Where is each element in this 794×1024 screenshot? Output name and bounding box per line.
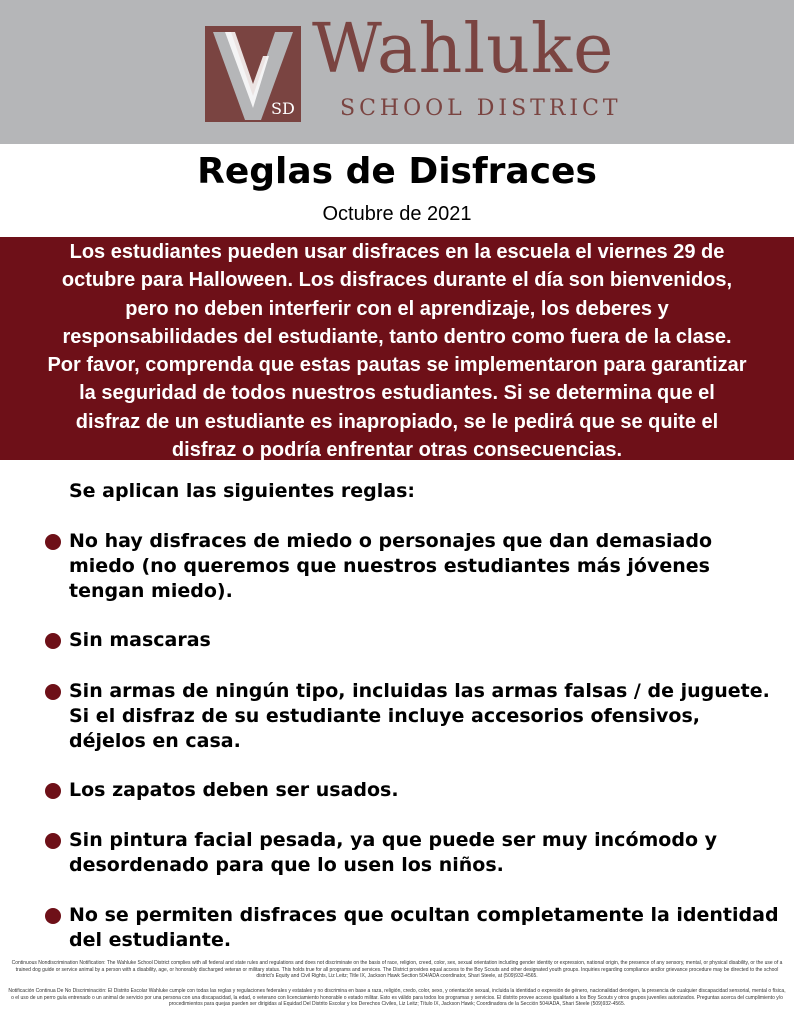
rule-text: Los zapatos deben ser usados. <box>69 779 399 801</box>
banner-line: responsabilidades del estudiante, tanto dentro como fuera de la clase. <box>62 325 732 348</box>
banner-line: octubre para Halloween. Los disfraces durante el día son bienvenidos, <box>61 269 733 292</box>
rule-item <box>45 628 780 653</box>
rule-text: No hay disfraces de miedo o personajes que dan demasiado miedo (no queremos que nuestros estudiantes más jóvenes tengan miedo). <box>69 530 713 602</box>
rule-item <box>45 828 780 878</box>
banner-line: la seguridad de todos nuestros estudiantes. Si se determina que el <box>79 382 715 405</box>
page-subtitle: Octubre de 2021 <box>322 203 472 225</box>
banner-line: pero no deben interferir con el aprendizaje, los deberes y <box>125 297 669 320</box>
banner-line: Los estudiantes pueden usar disfraces en la escuela el viernes 29 de <box>69 241 725 263</box>
footer-notice-spanish: Notificación Continua De No Discriminación: El Distrito Escolar Wahluke cumple con todas las reglas y regulaciones federales y estatales y no discrimina en base a raza, religión, credo, color, sexo, y orientación sexual, incluida la identidad o expresión de género, nacionalidad deorigen, la presencia de cualquier discapacidad sensorial, mental o física, o el uso de un perro guía entrenado o un animal de servicio por una persona con una discapacidad, la edad, o veterano con licenciamiento honorable o estado militar. Esto es válido para todos los programas y servicios. El distrito provee acceso igualitario a los Boy Scouts y otros grupos juveniles autorizados. Preguntas acerca del cumplimiento y/o procedimientos para quejas pueden ser dirigidas al Equidad Del Distrito Escolar y los Derechos Civiles, Liz Leitz; Título IX, Jackson Hawk; Coordinadora de la Sección 504/ADA, Shari Steele (509)932-4565. <box>8 988 786 1007</box>
bullet-icon <box>45 534 61 550</box>
rule-item <box>45 778 780 803</box>
logo-badge: SD <box>271 99 295 118</box>
rule-text: No se permiten disfraces que ocultan completamente la identidad del estudiante. <box>69 904 779 951</box>
bullet-icon <box>45 783 61 799</box>
rule-item <box>45 903 780 953</box>
page-title: Reglas de Disfraces <box>197 151 597 192</box>
logo-wordmark: Wahluke <box>312 10 615 89</box>
rule-text: Sin armas de ningún tipo, incluidas las armas falsas / de juguete. Si el disfraz de su estudiante incluye accesorios ofensivos, déjelos en casa. <box>69 680 770 752</box>
banner-line: disfraz de un estudiante es inapropiado, se le pedirá que se quite el <box>75 410 719 433</box>
header-banner <box>0 0 794 144</box>
bullet-icon <box>45 908 61 924</box>
announcement-banner <box>0 237 794 460</box>
footer-notice-english: Continuous Nondiscrimination Notification: The Wahluke School District complies with all federal and state rules and regulations and does not discriminate on the basis of race, religion, creed, color, sex, sexual orientation including gender identity or expression, national origin, the presence of any sensory, mental, or physical disability, or the use of a trained dog guide or service animal by a person with a disability, age, or honorably discharged veteran or military status. This holds true for all programs and services. The District provides equal access to the Boy Scouts and other designated youth groups. Inquiries regarding compliance and/or grievance procedure may be directed to the school district's Equity and Civil Rights, Liz Leitz; Title IX, Jackson Hawk Section 504/ADA coordinator, Shari Steele, at (509)932-4565. <box>11 960 783 979</box>
wahluke-logo-icon <box>205 26 301 122</box>
rule-text: Sin mascaras <box>69 629 211 651</box>
rule-item <box>45 529 780 604</box>
banner-line: disfraz o podría enfrentar otras consecuencias. <box>171 439 623 462</box>
rules-intro: Se aplican las siguientes reglas: <box>69 480 415 502</box>
bullet-icon <box>45 684 61 700</box>
bullet-icon <box>45 833 61 849</box>
rule-item <box>45 679 780 754</box>
logo-subtitle: SCHOOL DISTRICT <box>340 96 622 121</box>
banner-line: Por favor, comprenda que estas pautas se implementaron para garantizar <box>47 354 747 377</box>
bullet-icon <box>45 633 61 649</box>
rule-text: Sin pintura facial pesada, ya que puede ser muy incómodo y desordenado para que lo usen los niños. <box>69 829 718 876</box>
